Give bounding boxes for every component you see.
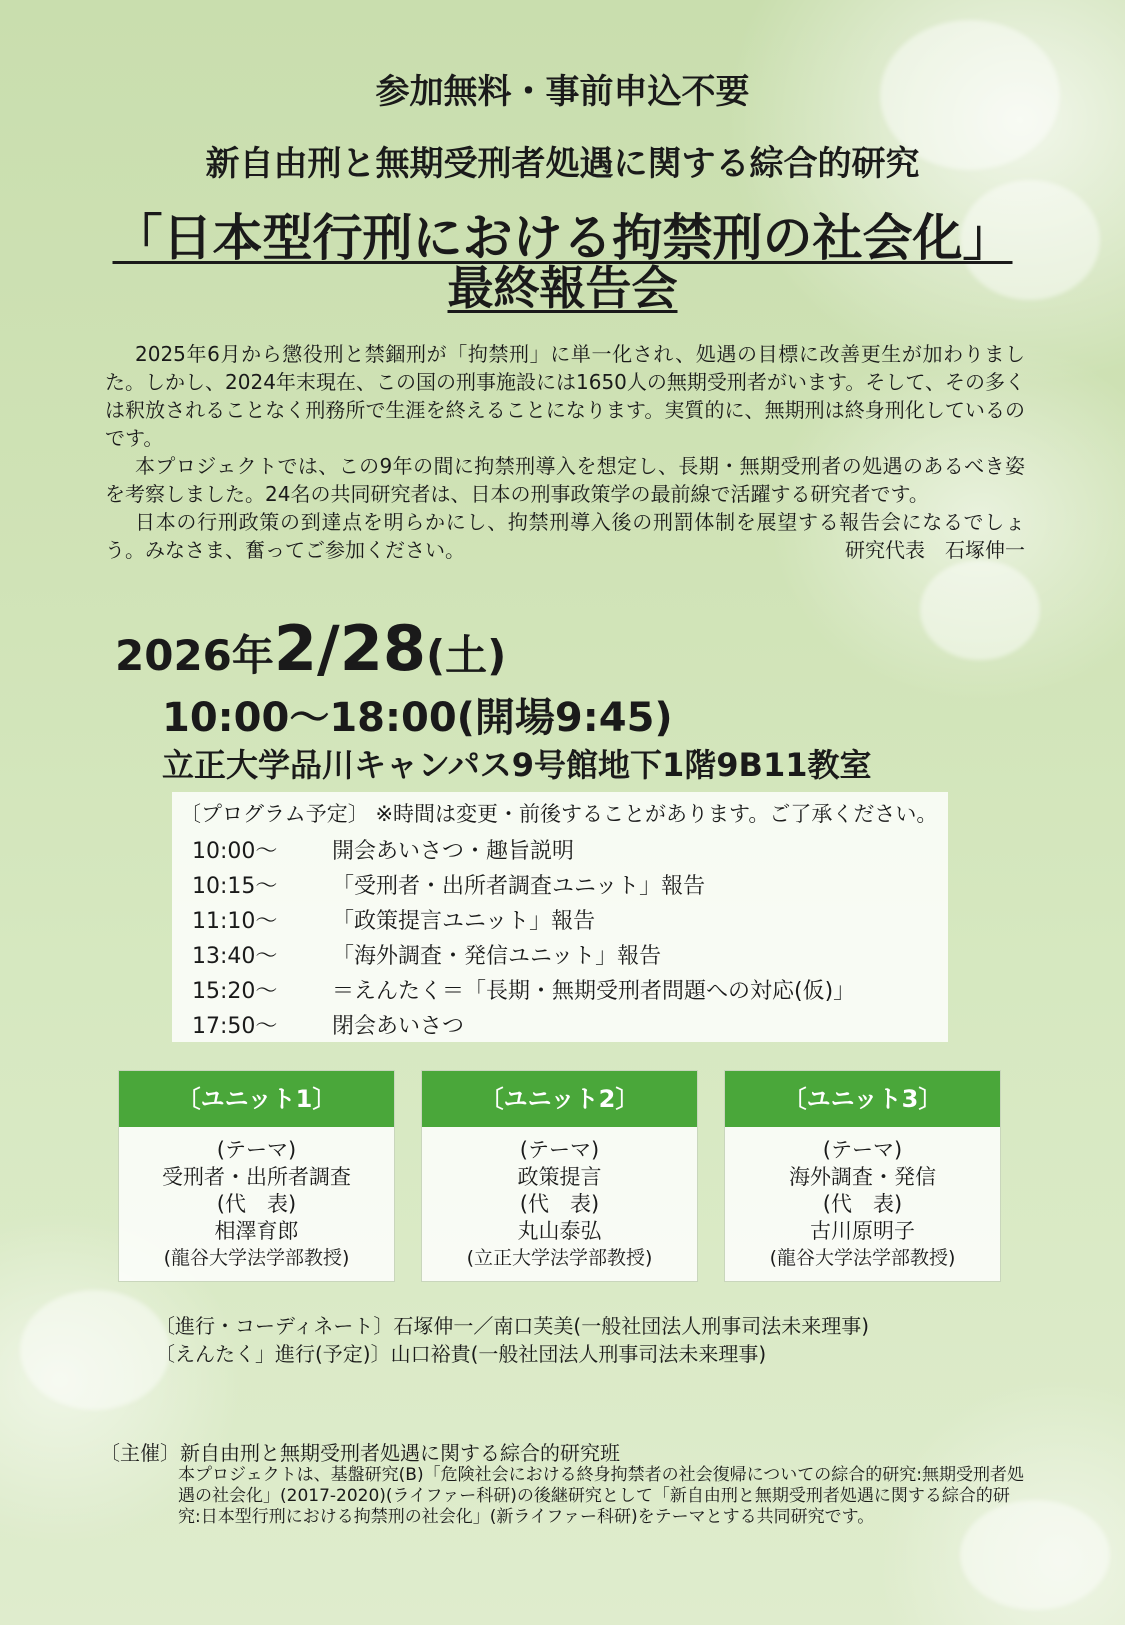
event-year: 2026年 (115, 631, 274, 680)
program-label: ＝えんたく＝「長期・無期受刑者問題への対応(仮)」 (332, 979, 856, 1004)
signature: 研究代表 石塚伸一 (845, 538, 1025, 562)
program-time: 17:50～ (192, 1014, 278, 1039)
program-time: 15:20～ (192, 979, 278, 1004)
program-item (192, 1009, 464, 1040)
event-weekday: (土) (425, 631, 507, 680)
unit-body (725, 1127, 1000, 1272)
research-subtitle: 新自由刑と無期受刑者処遇に関する綜合的研究 (205, 144, 920, 184)
program-label: 開会あいさつ・趣旨説明 (332, 839, 575, 864)
unit-theme: 海外調査・発信 (789, 1165, 936, 1189)
unit-card-3 (724, 1070, 1001, 1282)
coordinator-line: 〔進行・コーディネート〕石塚伸一／南口芙美(一般社団法人刑事司法未来理事) (155, 1314, 870, 1338)
program-item (192, 904, 595, 935)
unit-rep: 古川原明子 (810, 1219, 915, 1243)
unit-rep: 丸山泰弘 (517, 1219, 602, 1243)
program-item (192, 869, 705, 900)
unit-card-2 (421, 1070, 698, 1282)
unit-theme-label: (テーマ) (519, 1138, 600, 1162)
organizer: 〔主催〕新自由刑と無期受刑者処遇に関する綜合的研究班 (100, 1441, 620, 1465)
program-label: 「政策提言ユニット」報告 (332, 909, 596, 934)
unit-header: 〔ユニット2〕 (422, 1071, 697, 1127)
program-box (172, 792, 948, 1042)
intro-text (105, 340, 1025, 564)
intro-paragraph: 2025年6月から懲役刑と禁錮刑が「拘禁刑」に単一化され、処遇の目標に改善更生が加わりました。しかし、2024年末現在、この国の刑事施設には1650人の無期受刑者がいます。そして、その多くは釈放されることなく刑務所で生涯を終えることになります。実質的に、無期刑は終身刑化しているのです。 (105, 342, 1025, 450)
coordinator-line: 〔えんたく」進行(予定)〕山口裕貴(一般社団法人刑事司法未来理事) (155, 1342, 767, 1366)
unit-rep-label: (代 表) (519, 1192, 600, 1216)
program-item (192, 834, 574, 865)
program-heading: 〔プログラム予定〕 ※時間は変更・前後することがあります。ご了承ください。 (180, 802, 938, 826)
event-date (115, 612, 506, 685)
unit-theme-label: (テーマ) (822, 1138, 903, 1162)
unit-theme: 政策提言 (517, 1165, 602, 1189)
page-title-line2: 最終報告会 (447, 261, 678, 315)
unit-affiliation: (立正大学法学部教授) (466, 1247, 653, 1269)
project-note: 本プロジェクトは、基盤研究(B)「危険社会における終身拘禁者の社会復帰についての綜合的研究:無期受刑者処遇の社会化」(2017-2020)(ライファー科研)の後継研究として「新自由刑と無期受刑者処遇に関する綜合的研究:日本型行刑における拘禁刑の社会化」(新ライファー科研)をテーマとする共同研究です。 (178, 1465, 1024, 1527)
unit-affiliation: (龍谷大学法学部教授) (769, 1247, 956, 1269)
unit-body (422, 1127, 697, 1272)
program-item (192, 939, 661, 970)
program-time: 10:15～ (192, 874, 278, 899)
unit-rep-label: (代 表) (822, 1192, 903, 1216)
program-label: 「受刑者・出所者調査ユニット」報告 (332, 874, 706, 899)
blossom-decoration (20, 1290, 170, 1410)
intro-paragraph: 日本の行刑政策の到達点を明らかにし、拘禁刑導入後の刑罰体制を展望する報告会になるでしょう。みなさま、奮ってご参加ください。 (105, 510, 1025, 562)
unit-theme-label: (テーマ) (216, 1138, 297, 1162)
blossom-decoration (920, 560, 1040, 660)
unit-rep: 相澤育郎 (214, 1219, 299, 1243)
program-label: 「海外調査・発信ユニット」報告 (332, 944, 662, 969)
unit-header: 〔ユニット1〕 (119, 1071, 394, 1127)
event-venue: 立正大学品川キャンパス9号館地下1階9B11教室 (162, 746, 872, 784)
unit-card-1 (118, 1070, 395, 1282)
free-notice: 参加無料・事前申込不要 (375, 72, 750, 112)
event-time: 10:00～18:00(開場9:45) (162, 695, 673, 741)
program-time: 11:10～ (192, 909, 278, 934)
unit-body (119, 1127, 394, 1272)
page-title: 「日本型行刑における拘禁刑の社会化」 (112, 209, 1013, 267)
intro-paragraph: 本プロジェクトでは、この9年の間に拘禁刑導入を想定し、長期・無期受刑者の処遇のあるべき姿を考察しました。24名の共同研究者は、日本の刑事政策学の最前線で活躍する研究者です。 (105, 454, 1025, 506)
unit-theme: 受刑者・出所者調査 (162, 1165, 351, 1189)
program-time: 10:00～ (192, 839, 278, 864)
program-item (192, 974, 855, 1005)
unit-header: 〔ユニット3〕 (725, 1071, 1000, 1127)
program-time: 13:40～ (192, 944, 278, 969)
unit-rep-label: (代 表) (216, 1192, 297, 1216)
event-month-day: 2/28 (273, 612, 426, 685)
unit-affiliation: (龍谷大学法学部教授) (163, 1247, 350, 1269)
program-label: 閉会あいさつ (332, 1014, 465, 1039)
